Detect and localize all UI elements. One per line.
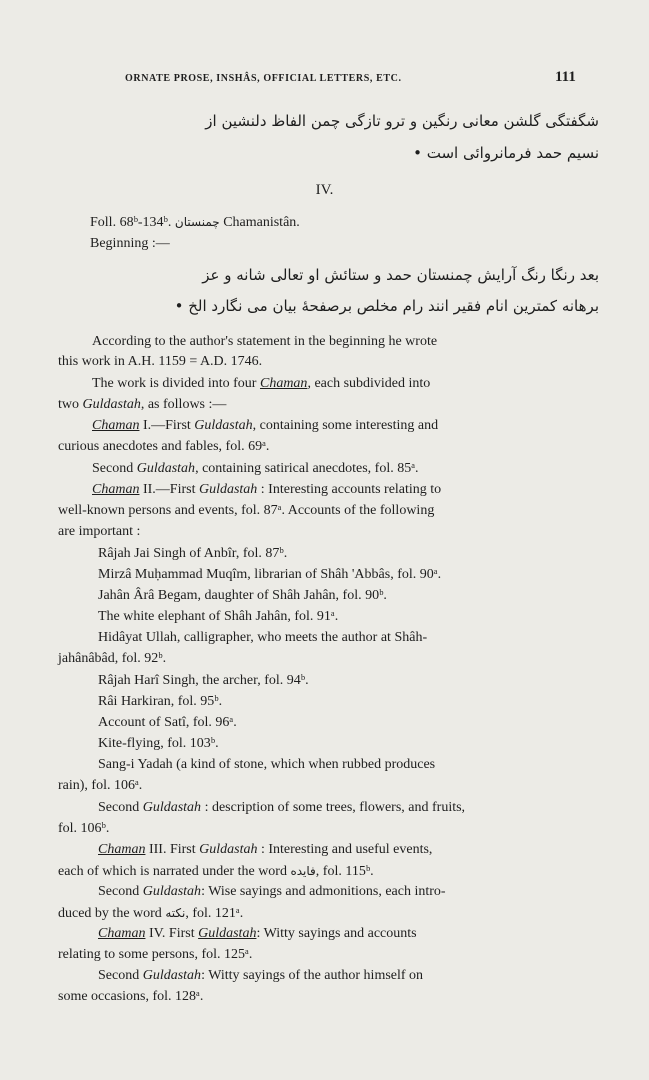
- term-guldastah: Guldastah: [142, 800, 202, 815]
- text-run: each of which is narrated under the word: [58, 864, 291, 879]
- para-line: [98, 841, 432, 859]
- para-line: [92, 417, 438, 435]
- text-run: , containing satirical anecdotes, fol. 85ᵃ.: [195, 461, 419, 476]
- text-run: two: [58, 397, 83, 412]
- term-chaman: Chaman: [259, 376, 308, 391]
- text-run: : Witty sayings and accounts: [256, 926, 417, 941]
- term-guldastah: Guldastah: [142, 884, 202, 899]
- para-line: [92, 460, 419, 478]
- foll-line: [90, 213, 300, 232]
- list-item: The white elephant of Shâh Jahân, fol. 91ᵃ.: [98, 609, 339, 624]
- para-line: some occasions, fol. 128ᵃ.: [58, 989, 204, 1004]
- para-line: [58, 904, 243, 923]
- term-chaman: Chaman: [98, 926, 146, 941]
- arabic-line-1: شگفتگی گلشن معانی رنگین و ترو تازگی چمن الفاظ دلنشین از: [205, 112, 599, 130]
- text-run: , fol. 115ᵇ.: [315, 864, 374, 879]
- para-line: relating to some persons, fol. 125ᵃ.: [58, 947, 253, 962]
- para-line: fol. 106ᵇ.: [58, 821, 110, 836]
- arabic-line-2: نسیم حمد فرمانروائی است •: [413, 144, 599, 162]
- text-run: : Interesting and useful events,: [257, 842, 433, 857]
- text-run: III. First: [145, 842, 200, 857]
- list-item: Râjah Jai Singh of Anbîr, fol. 87ᵇ.: [98, 546, 288, 561]
- list-item: Mirzâ Muḥammad Muqîm, librarian of Shâh 'Abbâs, fol. 90ᵃ.: [98, 567, 442, 582]
- text-run: II.—First: [139, 482, 199, 497]
- para-line: this work in A.H. 1159 = A.D. 1746.: [58, 354, 263, 369]
- list-item: Râjah Harî Singh, the archer, fol. 94ᵇ.: [98, 673, 309, 688]
- para-line: [58, 396, 226, 414]
- para-line: [92, 375, 430, 393]
- text-run: : Wise sayings and admonitions, each intro-: [201, 884, 446, 899]
- text-run: , containing some interesting and: [252, 418, 439, 433]
- para-line: [92, 481, 441, 499]
- para-line: [98, 799, 465, 817]
- beginning-label: Beginning :—: [90, 236, 170, 251]
- term-chaman: Chaman: [92, 482, 140, 497]
- term-guldastah: Guldastah: [198, 482, 258, 497]
- para-line: [98, 883, 446, 901]
- term-guldastah: Guldastah: [142, 968, 202, 983]
- para-line: curious anecdotes and fables, fol. 69ᵃ.: [58, 439, 270, 454]
- foll-range: Foll. 68ᵇ-134ᵇ.: [90, 215, 172, 230]
- para-line: [98, 967, 423, 985]
- text-run: Second: [98, 968, 143, 983]
- term-chaman: Chaman: [92, 418, 140, 433]
- para-line: [98, 925, 417, 943]
- beginning-arabic-1: بعد رنگا رنگ آرایش چمنستان حمد و ستائش او تعالی شانه و عز: [202, 266, 599, 284]
- para-line: [58, 862, 374, 881]
- text-run: , fol. 121ᵃ.: [185, 906, 244, 921]
- text-run: , as follows :—: [140, 397, 227, 412]
- para-line: well-known persons and events, fol. 87ᵃ. Accounts of the following: [58, 503, 435, 518]
- title-arabic: چمنستان: [174, 215, 220, 229]
- text-run: The work is divided into four: [92, 376, 260, 391]
- running-head: ORNATE PROSE, INSHÂS, OFFICIAL LETTERS, ETC.: [125, 73, 402, 84]
- term-guldastah: Guldastah: [194, 418, 253, 433]
- text-run: : Witty sayings of the author himself on: [201, 968, 424, 983]
- list-item: Kite-flying, fol. 103ᵇ.: [98, 736, 219, 751]
- arabic-word: فایده: [290, 864, 316, 878]
- text-run: IV. First: [145, 926, 199, 941]
- list-item: rain), fol. 106ᵃ.: [58, 778, 143, 793]
- text-run: Second: [98, 800, 143, 815]
- beginning-arabic-2: برهانه کمترین انام فقیر انند رام مخلص برصفحهٔ بیان می نگارد الخ •: [174, 297, 599, 315]
- term-guldastah: Guldastah: [136, 461, 196, 476]
- text-run: : Interesting accounts relating to: [257, 482, 442, 497]
- term-guldastah: Guldastah: [199, 842, 258, 857]
- title-latin: Chamanistân.: [223, 215, 300, 230]
- term-guldastah: Guldastah: [82, 397, 141, 412]
- text-run: duced by the word: [58, 906, 166, 921]
- page-header: [0, 70, 649, 90]
- text-run: Second: [98, 884, 143, 899]
- page-number: 111: [555, 69, 576, 85]
- text-run: , each subdivided into: [307, 376, 431, 391]
- para-line: are important :: [58, 524, 141, 539]
- term-chaman: Chaman: [98, 842, 146, 857]
- list-item: Sang-i Yadah (a kind of stone, which when rubbed produces: [98, 757, 436, 772]
- para-line: According to the author's statement in the beginning he wrote: [92, 334, 438, 349]
- term-guldastah: Guldastah: [198, 926, 257, 941]
- list-item: Account of Satî, fol. 96ᵃ.: [98, 715, 237, 730]
- list-item: Hidâyat Ullah, calligrapher, who meets the author at Shâh-: [98, 630, 428, 645]
- arabic-word: نکته: [165, 906, 186, 920]
- section-number: IV.: [315, 182, 334, 198]
- text-run: : description of some trees, flowers, and fruits,: [201, 800, 466, 815]
- text-run: Second: [92, 461, 137, 476]
- text-run: I.—First: [139, 418, 195, 433]
- list-item: Jahân Ârâ Begam, daughter of Shâh Jahân, fol. 90ᵇ.: [98, 588, 387, 603]
- list-item: jahânâbâd, fol. 92ᵇ.: [58, 651, 167, 666]
- list-item: Râi Harkiran, fol. 95ᵇ.: [98, 694, 223, 709]
